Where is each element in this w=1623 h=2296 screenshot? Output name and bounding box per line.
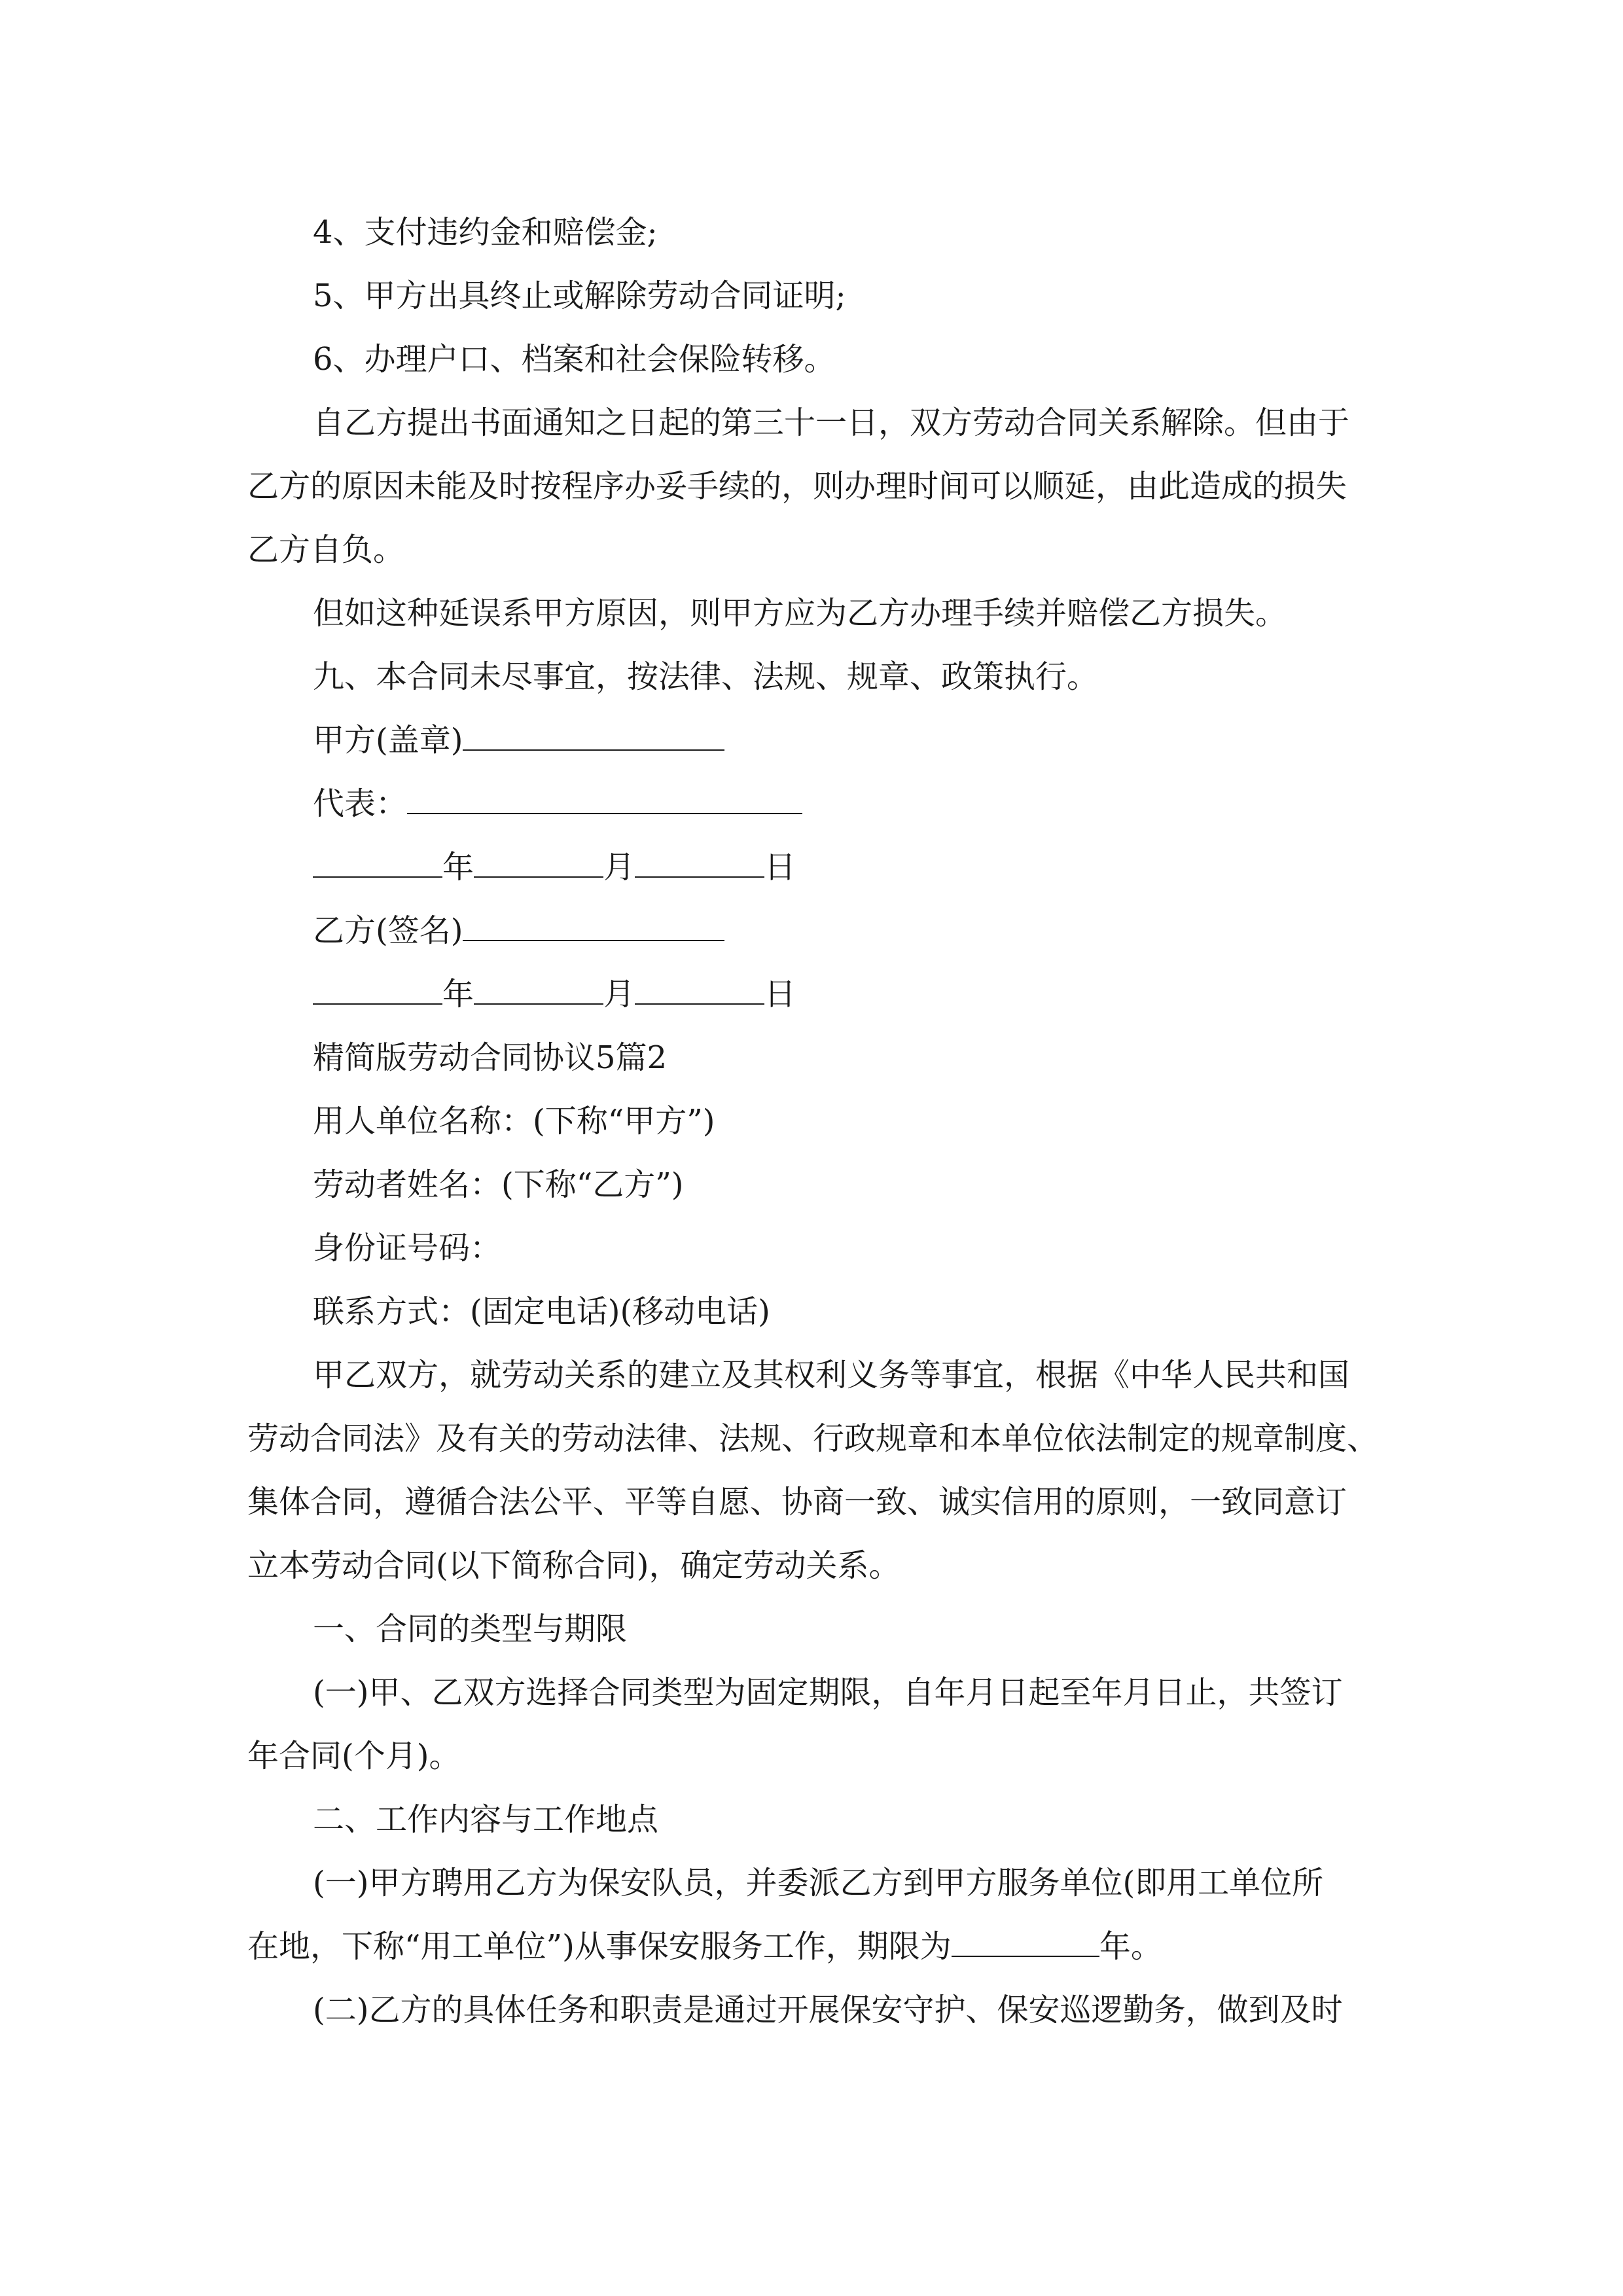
representative-line: [313, 784, 802, 823]
day-label-b: 日: [764, 976, 796, 1013]
year-label-b: 年: [442, 976, 474, 1013]
employer-line: 用人单位名称：(下称“甲方”): [313, 1103, 715, 1139]
year-label-a: 年: [442, 849, 474, 886]
clause-nine: 九、本合同未尽事宜，按法律、法规、规章、政策执行。: [313, 658, 1099, 695]
para-two-line-1: (一)甲方聘用乙方为保安队员，并委派乙方到甲方服务单位(即用工单位所: [313, 1865, 1324, 1901]
heading-two: 二、工作内容与工作地点: [313, 1801, 659, 1838]
party-b-sign-blank[interactable]: [463, 911, 724, 941]
worker-line: 劳动者姓名：(下称“乙方”): [313, 1166, 684, 1203]
list-item-4: 4、支付违约金和赔偿金;: [313, 214, 658, 251]
date-line-b: [313, 975, 796, 1014]
para-release-line-2: 乙方的原因未能及时按程序办妥手续的，则办理时间可以顺延，由此造成的损失: [247, 468, 1347, 505]
para-intro-line-1: 甲乙双方，就劳动关系的建立及其权利义务等事宜，根据《中华人民共和国: [313, 1357, 1350, 1393]
para-release-line-3: 乙方自负。: [247, 531, 405, 568]
para-delay: 但如这种延误系甲方原因，则甲方应为乙方办理手续并赔偿乙方损失。: [313, 595, 1287, 632]
day-label-a: 日: [764, 849, 796, 886]
year-blank-b[interactable]: [313, 975, 442, 1005]
id-line: 身份证号码：: [313, 1230, 502, 1266]
month-label-b: 月: [603, 976, 635, 1013]
party-a-label: 甲方(盖章): [313, 722, 463, 759]
list-item-6: 6、办理户口、档案和社会保险转移。: [313, 341, 836, 378]
party-b-label: 乙方(签名): [313, 912, 463, 949]
section-title: 精简版劳动合同协议5篇2: [313, 1039, 668, 1076]
month-label-a: 月: [603, 849, 635, 886]
list-item-5: 5、甲方出具终止或解除劳动合同证明;: [313, 278, 846, 314]
para-intro-line-4: 立本劳动合同(以下简称合同)，确定劳动关系。: [247, 1547, 901, 1584]
para-one-line-1: (一)甲、乙双方选择合同类型为固定期限，自年月日起至年月日止，共签订: [313, 1674, 1343, 1711]
para-one-line-2: 年合同(个月)。: [247, 1738, 461, 1774]
year-blank-a[interactable]: [313, 848, 442, 878]
representative-label: 代表：: [313, 785, 408, 822]
term-years-unit: 年。: [1099, 1928, 1162, 1965]
contact-line: 联系方式：(固定电话)(移动电话): [313, 1293, 770, 1330]
day-blank-b[interactable]: [635, 975, 764, 1005]
month-blank-a[interactable]: [474, 848, 603, 878]
party-a-seal-blank[interactable]: [463, 721, 724, 751]
party-b-sign-line: [313, 911, 724, 950]
representative-blank[interactable]: [407, 784, 802, 814]
para-intro-line-3: 集体合同，遵循合法公平、平等自愿、协商一致、诚实信用的原则，一致同意订: [247, 1484, 1347, 1520]
para-intro-line-2: 劳动合同法》及有关的劳动法律、法规、行政规章和本单位依法制定的规章制度、: [247, 1420, 1379, 1457]
date-line-a: [313, 848, 796, 887]
term-years-blank[interactable]: [952, 1927, 1099, 1957]
para-release-line-1: 自乙方提出书面通知之日起的第三十一日，双方劳动合同关系解除。但由于: [313, 404, 1350, 441]
heading-one: 一、合同的类型与期限: [313, 1611, 628, 1647]
month-blank-b[interactable]: [474, 975, 603, 1005]
day-blank-a[interactable]: [635, 848, 764, 878]
party-a-seal-line: [313, 721, 724, 760]
para-two-line-2-text: 在地，下称“用工单位”)从事保安服务工作，期限为: [247, 1928, 952, 1965]
para-two-line-2: [247, 1927, 1162, 1966]
para-two-line-3: (二)乙方的具体任务和职责是通过开展保安守护、保安巡逻勤务，做到及时: [313, 1992, 1343, 2028]
